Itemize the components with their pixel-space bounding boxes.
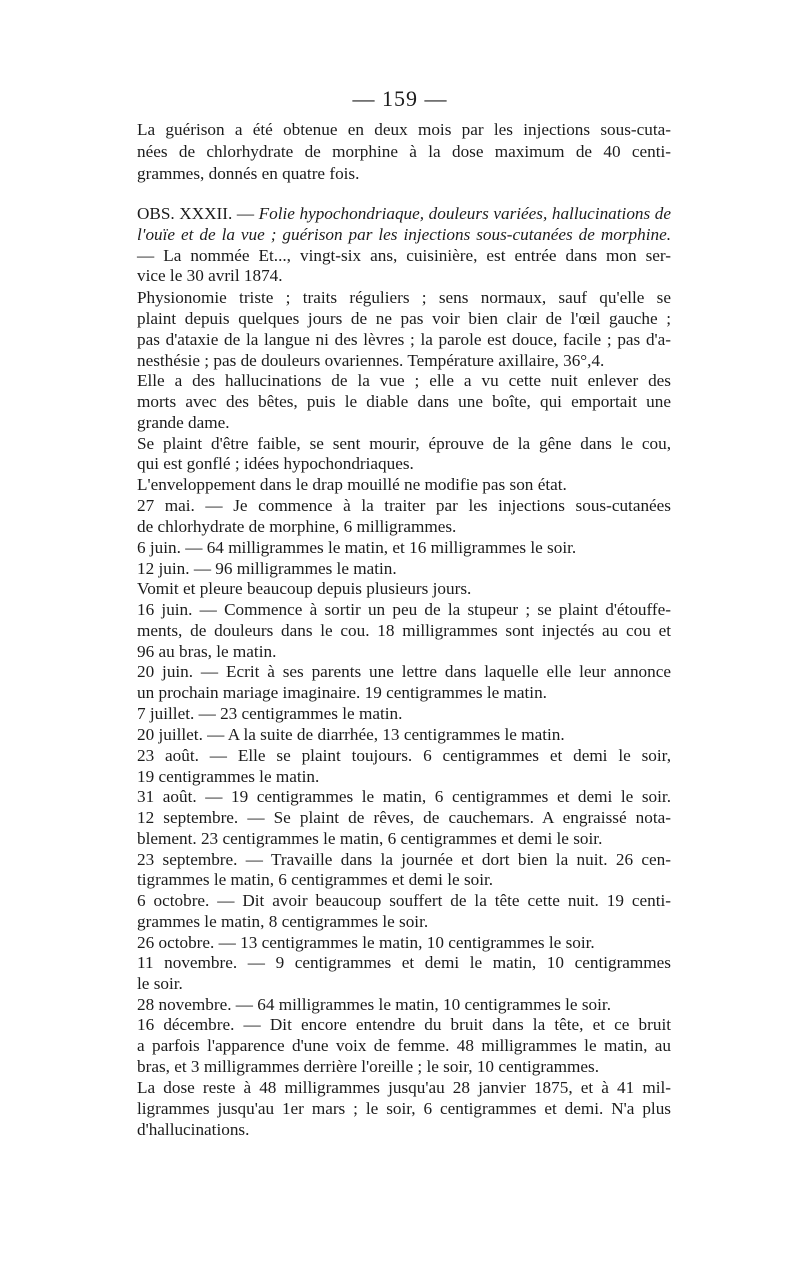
- text-line: — La nommée Et..., vingt-six ans, cuisinière, est entrée dans mon ser-: [137, 246, 671, 265]
- text-line: nesthésie ; pas de douleurs ovariennes. Température axillaire, 36°,4.: [137, 351, 605, 370]
- text-line: La guérison a été obtenue en deux mois par les injections sous-cuta-: [137, 120, 671, 139]
- text-line: 19 centigrammes le matin.: [137, 767, 320, 786]
- text-line: d'hallucinations.: [137, 1120, 250, 1139]
- text-line: Elle a des hallucinations de la vue ; elle a vu cette nuit enlever des: [137, 371, 671, 390]
- text-line: 28 novembre. — 64 milligrammes le matin, 10 centigrammes le soir.: [137, 995, 611, 1014]
- text-line: 23 août. — Elle se plaint toujours. 6 centigrammes et demi le soir,: [137, 746, 671, 765]
- text-line: grande dame.: [137, 413, 230, 432]
- text-line: qui est gonflé ; idées hypochondriaques.: [137, 454, 414, 473]
- text-line: tigrammes le matin, 6 centigrammes et demi le soir.: [137, 870, 494, 889]
- text-line: 12 septembre. — Se plaint de rêves, de cauchemars. A engraissé nota-: [137, 808, 671, 827]
- text-line: 20 juillet. — A la suite de diarrhée, 13 centigrammes le matin.: [137, 725, 565, 744]
- text-line: 11 novembre. — 9 centigrammes et demi le matin, 10 centigrammes: [137, 953, 671, 972]
- observation-title-cont: l'ouïe et de la vue ; guérison par les injections sous-cutanées de morphine.: [137, 225, 671, 244]
- observation-number: OBS. XXXII. —: [137, 204, 259, 223]
- text-line: morts avec des bêtes, puis le diable dans une boîte, qui emportait une: [137, 392, 671, 411]
- text-line: 23 septembre. — Travaille dans la journée et dort bien la nuit. 26 cen-: [137, 850, 671, 869]
- observation-heading-cont: [137, 225, 671, 245]
- text-line: de chlorhydrate de morphine, 6 milligrammes.: [137, 517, 457, 536]
- text-line: 26 octobre. — 13 centigrammes le matin, 10 centigrammes le soir.: [137, 933, 595, 952]
- text-line: ments, de douleurs dans le cou. 18 milligrammes sont injectés au cou et: [137, 621, 671, 640]
- text-line: 20 juin. — Ecrit à ses parents une lettre dans laquelle elle leur annonce: [137, 662, 671, 681]
- observation-heading: [137, 204, 671, 224]
- text-line: Se plaint d'être faible, se sent mourir, éprouve de la gêne dans le cou,: [137, 434, 671, 453]
- text-line: 6 juin. — 64 milligrammes le matin, et 16 milligrammes le soir.: [137, 538, 577, 557]
- text-line: 7 juillet. — 23 centigrammes le matin.: [137, 704, 403, 723]
- text-line: grammes, donnés en quatre fois.: [137, 164, 360, 183]
- text-line: vice le 30 avril 1874.: [137, 266, 283, 285]
- text-line: La dose reste à 48 milligrammes jusqu'au 28 janvier 1875, et à 41 mil-: [137, 1078, 671, 1097]
- text-line: grammes le matin, 8 centigrammes le soir.: [137, 912, 429, 931]
- page-number: — 159 —: [352, 86, 448, 111]
- text-line: le soir.: [137, 974, 183, 993]
- text-line: plaint depuis quelques jours de ne pas voir bien clair de l'œil gauche ;: [137, 309, 671, 328]
- text-line: bras, et 3 milligrammes derrière l'oreille ; le soir, 10 centigrammes.: [137, 1057, 600, 1076]
- text-line: nées de chlorhydrate de morphine à la dose maximum de 40 centi-: [137, 142, 671, 161]
- text-line: pas d'ataxie de la langue ni des lèvres ; la parole est douce, facile ; pas d'a-: [137, 330, 671, 349]
- text-line: L'enveloppement dans le drap mouillé ne modifie pas son état.: [137, 475, 567, 494]
- text-line: un prochain mariage imaginaire. 19 centigrammes le matin.: [137, 683, 547, 702]
- text-line: a parfois l'apparence d'une voix de femme. 48 milligrammes le matin, au: [137, 1036, 671, 1055]
- text-line: 16 juin. — Commence à sortir un peu de la stupeur ; se plaint d'étouffe-: [137, 600, 671, 619]
- observation-title: Folie hypochondriaque, douleurs variées, hallucinations de: [258, 204, 671, 223]
- text-line: Physionomie triste ; traits réguliers ; sens normaux, sauf qu'elle se: [137, 288, 671, 307]
- text-line: 16 décembre. — Dit encore entendre du bruit dans la tête, et ce bruit: [137, 1015, 671, 1034]
- text-line: 6 octobre. — Dit avoir beaucoup souffert de la tête cette nuit. 19 centi-: [137, 891, 671, 910]
- text-line: ligrammes jusqu'au 1er mars ; le soir, 6 centigrammes et demi. N'a plus: [137, 1099, 671, 1118]
- text-line: Vomit et pleure beaucoup depuis plusieurs jours.: [137, 579, 472, 598]
- text-line: 12 juin. — 96 milligrammes le matin.: [137, 559, 397, 578]
- text-line: 31 août. — 19 centigrammes le matin, 6 centigrammes et demi le soir.: [137, 787, 671, 806]
- text-line: 96 au bras, le matin.: [137, 642, 277, 661]
- text-line: blement. 23 centigrammes le matin, 6 centigrammes et demi le soir.: [137, 829, 603, 848]
- text-line: 27 mai. — Je commence à la traiter par les injections sous-cutanées: [137, 496, 671, 515]
